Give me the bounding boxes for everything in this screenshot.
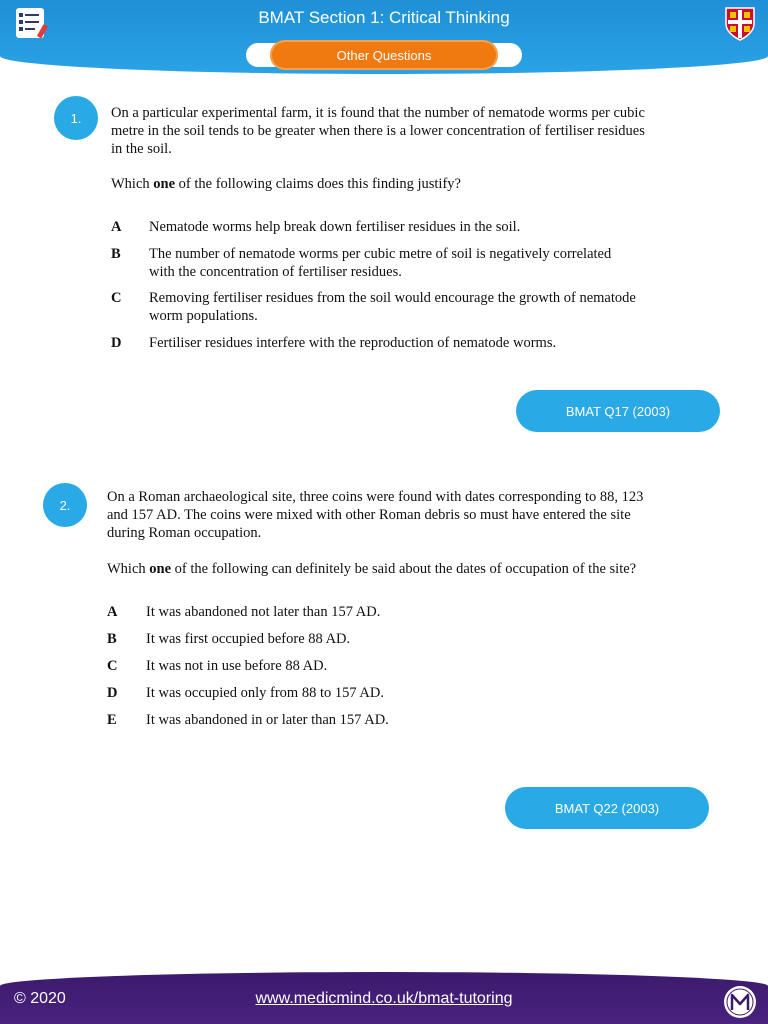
option-text[interactable]: It was abandoned not later than 157 AD. bbox=[146, 604, 381, 620]
option-line: Nematode worms help break down fertiliser residues in the soil. bbox=[149, 219, 521, 235]
question-prompt bbox=[111, 175, 461, 193]
medicmind-logo-icon bbox=[723, 985, 757, 1019]
option-line: Fertiliser residues interfere with the reproduction of nematode worms. bbox=[149, 335, 557, 351]
option-letter: D bbox=[111, 335, 122, 351]
university-crest-icon bbox=[724, 6, 756, 42]
option-text[interactable]: It was not in use before 88 AD. bbox=[146, 658, 328, 674]
option-text[interactable] bbox=[149, 245, 611, 281]
option-letter: E bbox=[107, 712, 117, 728]
stem-line: On a particular experimental farm, it is found that the number of nematode worms per cubic bbox=[111, 105, 645, 121]
option-text[interactable]: It was abandoned in or later than 157 AD. bbox=[146, 712, 389, 728]
page-title: BMAT Section 1: Critical Thinking bbox=[258, 8, 510, 27]
option-line: with the concentration of fertiliser residues. bbox=[149, 264, 402, 280]
option-line: The number of nematode worms per cubic metre of soil is negatively correlated bbox=[149, 246, 612, 262]
option-letter: D bbox=[107, 685, 118, 701]
reference-button-q22[interactable]: BMAT Q22 (2003) bbox=[505, 787, 709, 829]
prompt-emphasis: one bbox=[153, 176, 176, 192]
option-letter: B bbox=[107, 631, 117, 647]
reference-button-q17[interactable]: BMAT Q17 (2003) bbox=[516, 390, 720, 432]
website-link[interactable]: www.medicmind.co.uk/bmat-tutoring bbox=[255, 990, 513, 1007]
option-text[interactable]: It was occupied only from 88 to 157 AD. bbox=[146, 685, 385, 701]
option-line: Removing fertiliser residues from the soil would encourage the growth of nematode bbox=[149, 290, 636, 306]
prompt-text: of the following claims does this finding justify? bbox=[175, 176, 461, 192]
stem-line: and 157 AD. The coins were mixed with other Roman debris so must have entered the site bbox=[107, 507, 631, 523]
prompt-emphasis: one bbox=[149, 561, 172, 577]
question-stem bbox=[107, 488, 643, 542]
prompt-text: of the following can definitely be said about the dates of occupation of the site? bbox=[171, 561, 637, 577]
question-number-badge: 1. bbox=[54, 96, 98, 140]
option-text[interactable] bbox=[149, 334, 556, 352]
option-text[interactable] bbox=[149, 289, 636, 325]
option-letter: A bbox=[111, 219, 122, 235]
question-stem bbox=[111, 104, 645, 158]
option-letter: B bbox=[111, 246, 121, 262]
option-letter: C bbox=[107, 658, 118, 674]
prompt-text: Which bbox=[107, 561, 150, 577]
question-prompt bbox=[107, 560, 636, 578]
prompt-text: Which bbox=[111, 176, 154, 192]
option-line: worm populations. bbox=[149, 308, 258, 324]
copyright-text: © 2020 bbox=[14, 990, 66, 1007]
stem-line: in the soil. bbox=[111, 141, 172, 157]
stem-line: On a Roman archaeological site, three coins were found with dates corresponding to 88, 123 bbox=[107, 489, 644, 505]
option-text[interactable]: It was first occupied before 88 AD. bbox=[146, 631, 351, 647]
option-text[interactable] bbox=[149, 218, 520, 236]
stem-line: during Roman occupation. bbox=[107, 525, 262, 541]
option-letter: A bbox=[107, 604, 118, 620]
option-letter: C bbox=[111, 290, 122, 306]
question-number-badge: 2. bbox=[43, 483, 87, 527]
tab-other-questions[interactable]: Other Questions bbox=[270, 40, 498, 70]
stem-line: metre in the soil tends to be greater when there is a lower concentration of fertiliser residues bbox=[111, 123, 645, 139]
